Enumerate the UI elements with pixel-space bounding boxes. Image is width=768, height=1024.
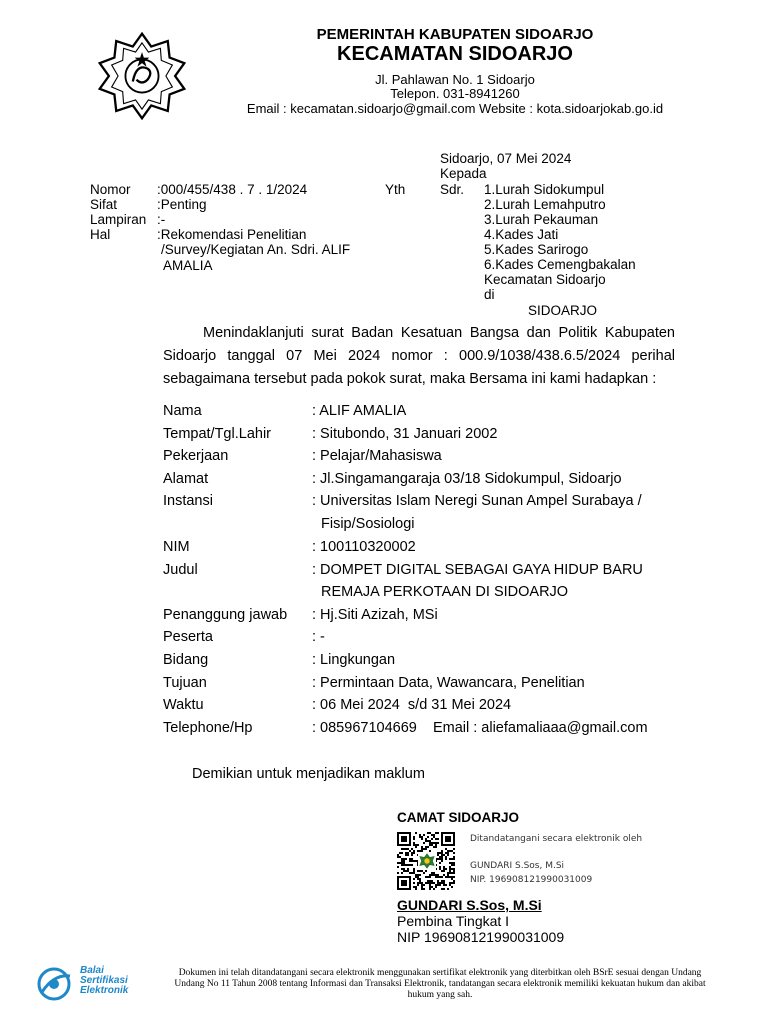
detail-value: : Situbondo, 31 Januari 2002 [312, 426, 498, 442]
office-name: KECAMATAN SIDOARJO [337, 43, 573, 65]
detail-value: : Hj.Siti Azizah, MSi [312, 607, 438, 623]
lampiran-value: :- [157, 212, 166, 227]
detail-label: Telephone/Hp [163, 720, 253, 736]
detail-value: : Pelajar/Mahasiswa [312, 448, 442, 464]
destination: SIDOARJO [528, 303, 598, 318]
footer-line: Undang No 11 Tahun 2008 tentang Informasi dan Transaksi Elektronik, tandatangan secara elektronik memiliki kekuatan hukum dan akibat [174, 979, 706, 989]
detail-label: Bidang [163, 652, 209, 668]
detail-value: : Jl.Singamangaraja 03/18 Sidokumpul, Sidoarjo [312, 471, 622, 487]
detail-value: : Permintaan Data, Wawancara, Penelitian [312, 675, 585, 691]
lampiran-label: Lampiran [90, 212, 147, 227]
detail-label: Tujuan [163, 675, 207, 691]
recipient-area: Kecamatan Sidoarjo [484, 272, 606, 287]
body-paragraph [163, 322, 675, 391]
detail-label: Nama [163, 403, 202, 419]
footer-line: hukum yang sah. [407, 990, 473, 1000]
nomor-label: Nomor [90, 182, 131, 197]
hal-label: Hal [90, 227, 111, 242]
place-date: Sidoarjo, 07 Mei 2024 [440, 151, 572, 166]
signer-rank: Pembina Tingkat I [397, 913, 510, 929]
footer-disclaimer [150, 968, 730, 1001]
detail-value: : Lingkungan [312, 652, 396, 668]
sifat-value: :Penting [157, 197, 207, 212]
yth-label: Yth [385, 182, 406, 197]
body-line: Sidoarjo tanggal 07 Mei 2024 nomor : 000.9/1038/438.6.5/2024 perihal [163, 348, 675, 364]
detail-label: Instansi [163, 493, 213, 509]
government-name: PEMERINTAH KABUPATEN SIDOARJO [316, 26, 594, 43]
recipient-item: 5.Kades Sarirogo [484, 242, 589, 257]
detail-value: : 100110320002 [312, 539, 416, 555]
signer-name: GUNDARI S.Sos, M.Si [397, 897, 542, 913]
detail-label: Judul [163, 562, 198, 578]
detail-value: : 085967104669 Email : aliefamaliaaa@gmail.com [312, 720, 648, 736]
recipient-item: 4.Kades Jati [484, 227, 559, 242]
e-sign-note: Ditandatangani secara elektronik oleh [470, 834, 643, 844]
bsre-logo-icon [36, 966, 76, 1002]
hal-value-cont: AMALIA [163, 258, 213, 273]
body-line: Menindaklanjuti surat Badan Kesatuan Bangsa dan Politik Kabupaten [203, 325, 675, 341]
office-phone: Telepon. 031-8941260 [390, 86, 520, 101]
detail-label: Pekerjaan [163, 448, 229, 464]
footer-line: Dokumen ini telah ditandatangani secara elektronik menggunakan sertifikat elektronik yang diterbitkan oleh BSrE sesuai dengan Undang [178, 968, 702, 978]
e-sign-name: GUNDARI S.Sos, M.Si [470, 861, 565, 871]
recipient-item: 3.Lurah Pekauman [484, 212, 599, 227]
detail-value-cont: Fisip/Sosiologi [321, 516, 415, 532]
nomor-value: :000/455/438 . 7 . 1/2024 [157, 182, 308, 197]
detail-label: Waktu [163, 697, 204, 713]
recipient-item: 2.Lurah Lemahputro [484, 197, 606, 212]
detail-value: : Universitas Islam Neregi Sunan Ampel Surabaya / [312, 493, 642, 509]
signer-title: CAMAT SIDOARJO [397, 810, 520, 825]
sifat-label: Sifat [90, 197, 118, 212]
hal-value-cont: /Survey/Kegiatan An. Sdri. ALIF [161, 242, 351, 257]
detail-value: : DOMPET DIGITAL SEBAGAI GAYA HIDUP BARU [312, 562, 643, 578]
recipient-item: 1.Lurah Sidokumpul [484, 182, 605, 197]
bsre-line: Balai [80, 965, 104, 976]
detail-label: Tempat/Tgl.Lahir [163, 426, 271, 442]
e-sign-nip: NIP. 196908121990031009 [470, 875, 593, 885]
detail-value: : ALIF AMALIA [312, 403, 407, 419]
office-address: Jl. Pahlawan No. 1 Sidoarjo [375, 72, 535, 87]
bsre-line: Sertifikasi [80, 975, 128, 986]
di-label: di [484, 287, 495, 302]
detail-value: : 06 Mei 2024 s/d 31 Mei 2024 [312, 697, 512, 713]
closing-text: Demikian untuk menjadikan maklum [192, 766, 425, 782]
detail-value: : - [312, 629, 325, 645]
detail-label: Penanggung jawab [163, 607, 288, 623]
hal-value: :Rekomendasi Penelitian [157, 227, 307, 242]
office-contact: Email : kecamatan.sidoarjo@gmail.com Website : kota.sidoarjokab.go.id [246, 101, 664, 116]
detail-label: Peserta [163, 629, 213, 645]
to-label: Kepada [440, 166, 487, 181]
detail-label: Alamat [163, 471, 209, 487]
detail-value-cont: REMAJA PERKOTAAN DI SIDOARJO [321, 584, 569, 600]
regency-emblem-icon [418, 852, 436, 870]
signer-nip: NIP 196908121990031009 [397, 929, 565, 945]
recipient-list [484, 182, 636, 272]
detail-label: NIM [163, 539, 190, 555]
recipient-item: 6.Kades Cemengbakalan [484, 257, 636, 272]
regency-emblem-icon [96, 30, 188, 122]
body-line: sebagaimana tersebut pada pokok surat, maka Bersama ini kami hadapkan : [163, 371, 657, 387]
bsre-label [80, 966, 128, 996]
bsre-line: Elektronik [80, 985, 129, 996]
sdr-label: Sdr. [440, 182, 465, 197]
